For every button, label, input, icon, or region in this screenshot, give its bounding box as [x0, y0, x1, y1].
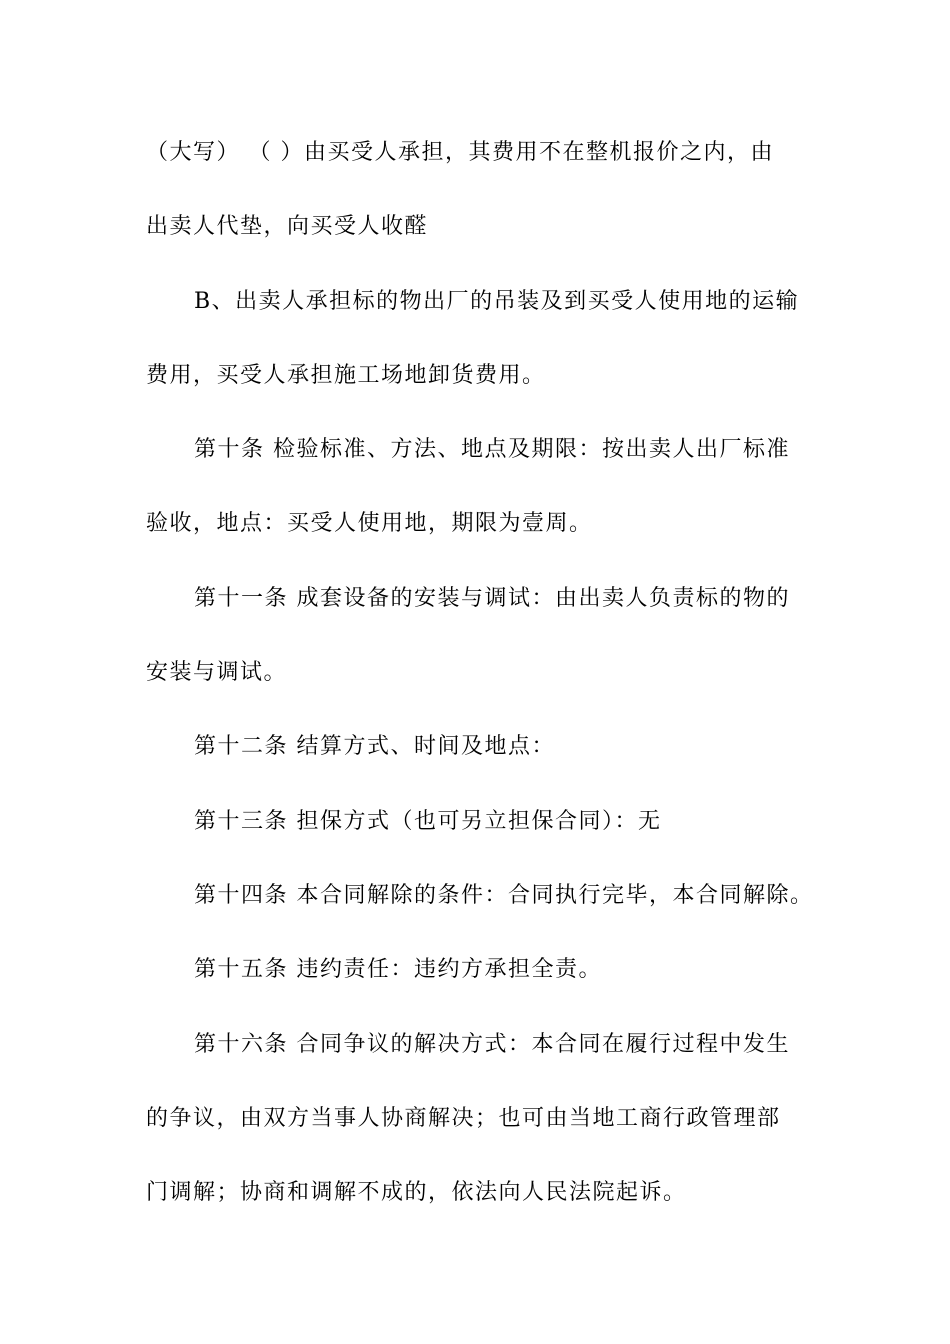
text-line-15: 门调解；协商和调解不成的，依法向人民法院起诉。 [146, 1180, 687, 1205]
text-line-1: （大写） （ ）由买受人承担，其费用不在整机报价之内，由 [146, 140, 774, 165]
text-line-12: 第十五条 违约责任：违约方承担全责。 [194, 957, 602, 982]
text-line-13: 第十六条 合同争议的解决方式：本合同在履行过程中发生 [194, 1032, 790, 1057]
text-line-2: 出卖人代垫，向买受人收醛 [146, 214, 429, 239]
text-line-10: 第十三条 担保方式（也可另立担保合同）：无 [194, 809, 662, 834]
text-line-6: 验收，地点：买受人使用地，期限为壹周。 [146, 511, 593, 536]
text-line-11: 第十四条 本合同解除的条件：合同执行完毕，本合同解除。 [194, 883, 814, 908]
text-line-5: 第十条 检验标准、方法、地点及期限：按出卖人出厂标准 [194, 437, 790, 462]
text-line-8: 安装与调试。 [146, 660, 288, 685]
text-line-4: 费用，买受人承担施工场地卸货费用。 [146, 363, 546, 388]
text-line-3: B、出卖人承担标的物出厂的吊装及到买受人使用地的运输 [194, 289, 800, 314]
text-line-9: 第十二条 结算方式、时间及地点： [194, 734, 555, 759]
text-line-7: 第十一条 成套设备的安装与调试：由出卖人负责标的物的 [194, 586, 790, 611]
text-line-14: 的争议，由双方当事人协商解决；也可由当地工商行政管理部 [146, 1106, 781, 1131]
